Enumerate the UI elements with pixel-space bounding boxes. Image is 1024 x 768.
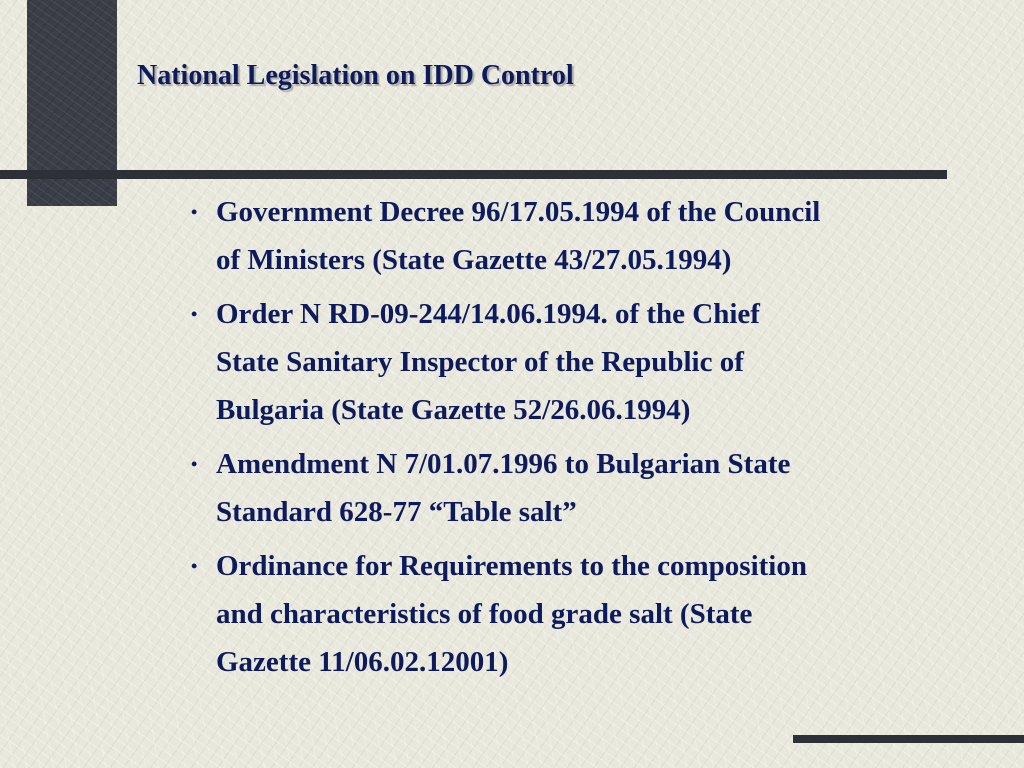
bullet-3-line-2: Standard 628-77 “Table salt” <box>216 496 577 528</box>
bullet-2-line-1: Order N RD-09-244/14.06.1994. of the Chief <box>216 298 760 330</box>
bullet-dot-icon: • <box>191 556 198 576</box>
bullet-dot-icon: • <box>191 454 198 474</box>
bullet-item-4 <box>188 542 928 686</box>
bullet-dot-icon: • <box>191 304 198 324</box>
bullet-dot-icon: • <box>191 202 198 222</box>
bullet-item-1 <box>188 188 928 284</box>
bullet-2-line-2: State Sanitary Inspector of the Republic of <box>216 346 744 378</box>
bullet-2-line-3: Bulgaria (State Gazette 52/26.06.1994) <box>216 394 691 426</box>
bullet-4-line-1: Ordinance for Requirements to the composition <box>216 550 807 582</box>
bullet-list <box>188 188 928 692</box>
bullet-4-line-2: and characteristics of food grade salt (State <box>216 598 753 630</box>
bullet-1-line-2: of Ministers (State Gazette 43/27.05.1994) <box>216 244 732 276</box>
bullet-3-line-1: Amendment N 7/01.07.1996 to Bulgarian State <box>216 448 791 480</box>
slide-title: National Legislation on IDD Control <box>137 60 574 91</box>
bullet-4-line-3: Gazette 11/06.02.12001) <box>216 646 509 678</box>
bullet-item-3 <box>188 440 928 536</box>
bullet-1-line-1: Government Decree 96/17.05.1994 of the Council <box>216 196 821 228</box>
bullet-item-2 <box>188 290 928 434</box>
bottom-divider-rule <box>793 735 1024 743</box>
top-divider-rule <box>0 170 947 179</box>
